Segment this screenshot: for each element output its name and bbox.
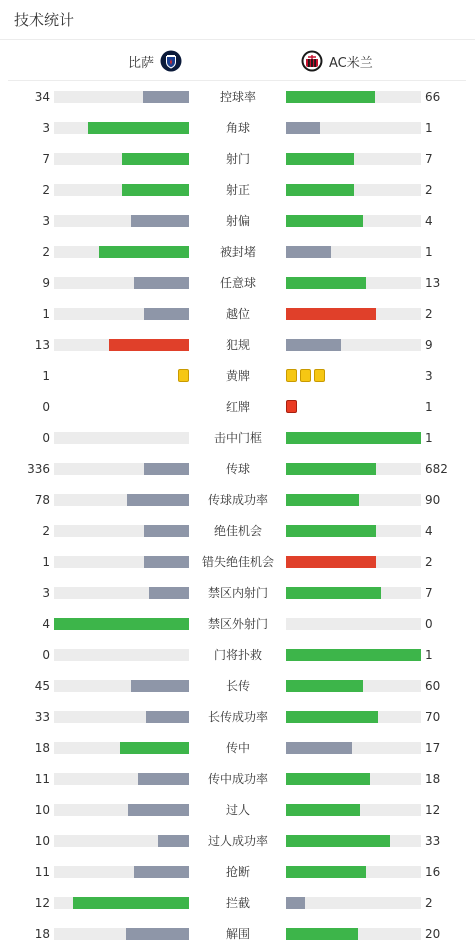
stat-row [0,887,475,918]
stat-row [0,732,475,763]
home-stat-value: 11 [34,772,50,786]
stat-row [0,670,475,701]
stat-row [0,918,475,949]
stat-row [0,763,475,794]
home-team-name: 比萨 [127,55,154,71]
away-stat-bar-fill [286,122,320,134]
away-stat-bar-fill [286,277,366,289]
home-stat-value: 3 [42,586,50,600]
away-stat-bar [286,897,421,909]
away-stat-bar [286,804,421,816]
away-stat-bar [286,587,421,599]
red-card-icon [286,400,297,413]
home-stat-value: 13 [34,338,50,352]
away-stat-bar [286,153,421,165]
away-stat-bar [286,308,421,320]
away-stat-bar-fill [286,556,376,568]
away-stat-bar [286,618,421,630]
home-stat-bar [54,835,189,847]
stat-row [0,391,475,422]
home-stat-bar-fill [73,897,189,909]
home-stat-bar-fill [88,122,189,134]
away-stat-bar [286,928,421,940]
away-stat-bar-fill [286,215,363,227]
home-stat-bar [54,866,189,878]
away-stat-bar [286,711,421,723]
stat-row [0,546,475,577]
home-stat-bar [54,711,189,723]
away-stat-bar [286,339,421,351]
stat-label: 越位 [225,307,250,321]
home-stat-bar-fill [122,153,190,165]
home-stat-bar-fill [131,215,189,227]
home-stat-value: 45 [34,679,50,693]
home-stat-bar-fill [144,463,189,475]
home-stat-bar [54,742,189,754]
away-stat-value: 4 [425,524,433,538]
home-stat-bar-fill [122,184,190,196]
home-stat-bar [54,277,189,289]
away-stat-value: 90 [425,493,441,507]
home-stat-value: 18 [34,927,50,941]
team-row [8,41,466,81]
stat-label: 解围 [225,927,250,941]
away-stat-bar-fill [286,246,331,258]
away-stat-value: 33 [425,834,441,848]
home-stat-bar [54,494,189,506]
away-stat-value: 18 [425,772,441,786]
home-stat-bar-fill [143,91,189,103]
stat-label: 抢断 [225,865,250,879]
home-stat-bar [54,618,189,630]
home-stat-bar-fill [149,587,190,599]
away-stat-bar-fill [286,494,359,506]
stat-row [0,825,475,856]
stat-label: 过人成功率 [207,834,268,848]
away-stat-bar-fill [286,835,390,847]
home-stat-value: 1 [42,307,50,321]
stat-label: 射门 [225,152,250,166]
stat-label: 拦截 [225,896,250,910]
home-stat-bar-fill [158,835,189,847]
home-stat-bar-fill [54,618,189,630]
away-stat-value: 7 [425,586,433,600]
home-stat-bar [54,525,189,537]
stat-label: 射正 [225,183,250,197]
away-stat-bar-fill [286,153,354,165]
stat-label: 错失绝佳机会 [201,555,274,569]
home-stat-value: 0 [42,431,50,445]
home-stat-value: 33 [34,710,50,724]
home-stat-bar [54,184,189,196]
stat-label: 过人 [225,803,250,817]
stat-row [0,701,475,732]
home-stat-value: 0 [42,648,50,662]
stat-row [0,577,475,608]
away-stat-bar-fill [286,928,358,940]
home-stat-bar [54,308,189,320]
stat-row [0,794,475,825]
home-stat-bar [54,432,189,444]
stat-row [0,515,475,546]
away-stat-bar-fill [286,432,421,444]
away-stat-value: 66 [425,90,441,104]
stat-label: 传球 [225,462,250,476]
home-stat-bar [54,91,189,103]
home-stat-bar-fill [146,711,189,723]
away-stat-value: 13 [425,276,441,290]
home-stat-value: 9 [42,276,50,290]
stat-label: 长传 [225,679,250,693]
home-stat-value: 2 [42,245,50,259]
away-stat-value: 2 [425,896,433,910]
home-stat-value: 18 [34,741,50,755]
away-stat-value: 1 [425,245,433,259]
away-stat-bar [286,773,421,785]
stat-row [0,608,475,639]
home-stat-bar-fill [134,277,189,289]
home-stat-bar [54,246,189,258]
away-stat-bar [286,680,421,692]
away-stat-value: 12 [425,803,441,817]
home-team[interactable] [128,49,188,73]
stat-label: 射偏 [225,214,250,228]
home-stat-value: 78 [34,493,50,507]
away-cards [286,400,297,413]
stat-label: 长传成功率 [207,710,268,724]
stat-row [0,143,475,174]
yellow-card-icon [286,369,297,382]
away-stat-bar-fill [286,680,363,692]
yellow-card-icon [178,369,189,382]
home-stat-bar-fill [99,246,189,258]
away-stat-value: 17 [425,741,441,755]
away-stat-bar-fill [286,308,376,320]
away-stat-value: 1 [425,431,433,445]
stat-label: 禁区内射门 [207,586,268,600]
home-stat-value: 10 [34,803,50,817]
away-stat-bar-fill [286,184,354,196]
pisa-crest-icon [160,50,182,72]
stat-row [0,484,475,515]
home-stat-bar [54,804,189,816]
home-stat-bar [54,463,189,475]
ac-milan-crest-icon [301,50,323,72]
stat-label: 角球 [225,121,250,135]
home-stat-bar [54,339,189,351]
stat-row [0,856,475,887]
home-stat-value: 11 [34,865,50,879]
away-stat-bar [286,494,421,506]
home-stat-bar [54,897,189,909]
home-stat-bar-fill [144,308,189,320]
stat-row [0,422,475,453]
home-stat-bar [54,928,189,940]
home-stat-value: 12 [34,896,50,910]
stat-row [0,329,475,360]
away-stat-bar [286,122,421,134]
away-stat-value: 4 [425,214,433,228]
away-stat-value: 7 [425,152,433,166]
stats-list [0,81,475,949]
home-stat-value: 2 [42,183,50,197]
away-stat-bar-fill [286,463,376,475]
home-stat-bar-fill [144,525,189,537]
stat-label: 犯规 [225,338,250,352]
home-stat-value: 1 [42,555,50,569]
stat-row [0,112,475,143]
home-stat-bar-fill [131,680,189,692]
stat-label: 传球成功率 [207,493,268,507]
away-stat-value: 9 [425,338,433,352]
stat-label: 黄牌 [225,369,250,383]
away-stat-value: 1 [425,400,433,414]
home-stat-bar-fill [128,804,189,816]
away-stat-value: 3 [425,369,433,383]
home-stat-bar [54,556,189,568]
stats-header [0,0,475,40]
home-stat-value: 4 [42,617,50,631]
away-stat-bar-fill [286,866,366,878]
stat-label: 击中门框 [213,431,262,445]
home-cards [178,369,189,382]
away-stat-bar [286,649,421,661]
away-stat-bar [286,835,421,847]
away-stat-bar-fill [286,649,421,661]
stat-label: 控球率 [219,90,256,104]
away-stat-value: 1 [425,121,433,135]
stat-label: 被封堵 [219,245,256,259]
away-stat-bar [286,91,421,103]
home-stat-bar [54,122,189,134]
away-stat-value: 0 [425,617,433,631]
away-stat-bar [286,277,421,289]
home-stat-value: 34 [34,90,50,104]
away-stat-bar-fill [286,91,375,103]
stat-label: 传中成功率 [207,772,268,786]
home-stat-bar [54,587,189,599]
away-stat-value: 2 [425,307,433,321]
away-stat-bar [286,556,421,568]
away-stat-value: 16 [425,865,441,879]
away-stat-bar [286,246,421,258]
stat-row [0,267,475,298]
away-stat-bar [286,525,421,537]
home-stat-value: 10 [34,834,50,848]
away-stat-bar [286,463,421,475]
yellow-card-icon [300,369,311,382]
home-stat-bar-fill [134,866,189,878]
home-stat-bar [54,153,189,165]
yellow-card-icon [314,369,325,382]
stat-label: 绝佳机会 [213,524,262,538]
away-stat-bar [286,866,421,878]
home-stat-bar [54,215,189,227]
stat-row [0,81,475,112]
away-stat-bar-fill [286,339,341,351]
away-stat-bar-fill [286,587,381,599]
home-stat-bar-fill [138,773,189,785]
home-stat-bar [54,773,189,785]
away-stat-bar-fill [286,525,376,537]
home-stat-bar [54,649,189,661]
away-stat-bar [286,184,421,196]
stat-row [0,236,475,267]
away-stat-bar [286,742,421,754]
home-stat-value: 1 [42,369,50,383]
away-stat-value: 2 [425,555,433,569]
away-stat-bar-fill [286,742,352,754]
away-stat-value: 2 [425,183,433,197]
away-stat-bar-fill [286,711,378,723]
home-stat-bar-fill [109,339,189,351]
away-stat-value: 60 [425,679,441,693]
home-stat-value: 336 [27,462,50,476]
home-stat-value: 0 [42,400,50,414]
stat-label: 传中 [225,741,250,755]
home-stat-value: 3 [42,121,50,135]
away-stat-value: 682 [425,462,448,476]
stat-label: 禁区外射门 [207,617,268,631]
away-stat-value: 1 [425,648,433,662]
away-stat-bar-fill [286,804,360,816]
stat-row [0,360,475,391]
stat-row [0,174,475,205]
home-stat-value: 2 [42,524,50,538]
stat-row [0,639,475,670]
away-stat-bar-fill [286,897,305,909]
away-stat-value: 20 [425,927,441,941]
home-stat-bar-fill [144,556,189,568]
home-stat-bar-fill [126,928,189,940]
away-stat-bar-fill [286,773,370,785]
away-cards [286,369,325,382]
stat-row [0,298,475,329]
home-stat-value: 3 [42,214,50,228]
home-stat-value: 7 [42,152,50,166]
away-stat-bar [286,432,421,444]
stat-label: 红牌 [225,400,250,414]
page-title: 技术统计 [14,11,75,29]
away-team[interactable] [295,49,373,73]
stat-label: 门将扑救 [213,648,262,662]
stat-row [0,205,475,236]
away-stat-bar [286,215,421,227]
home-stat-bar-fill [120,742,189,754]
home-stat-bar-fill [127,494,189,506]
stat-label: 任意球 [219,276,256,290]
away-stat-value: 70 [425,710,441,724]
home-stat-bar [54,680,189,692]
stat-row [0,453,475,484]
away-team-name: AC米兰 [329,55,373,71]
